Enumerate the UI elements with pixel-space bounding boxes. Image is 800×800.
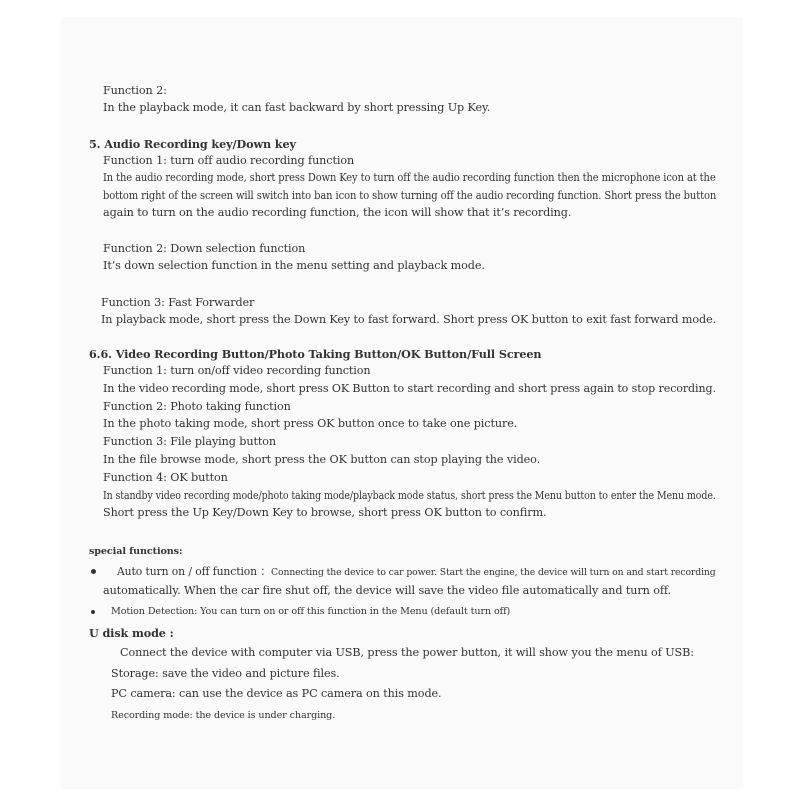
- udisk-line: Connect the device with computer via USB, press the power button, it will show you the menu of USB:: [120, 646, 694, 659]
- s4-function2-label: Function 2:: [103, 84, 167, 97]
- s6-line: In standby video recording mode/photo taking mode/playback mode status, short press the Menu button to enter the Menu mode.: [103, 489, 716, 502]
- s4-function2-text: In the playback mode, it can fast backward by short pressing Up Key.: [103, 101, 491, 114]
- s5-function1-line1: In the audio recording mode, short press Down Key to turn off the audio recording function then the microphone icon at the: [103, 171, 716, 184]
- s5-function1-line3: again to turn on the audio recording function, the icon will show that it’s recording.: [103, 206, 572, 219]
- udisk-line: Storage: save the video and picture files.: [111, 667, 340, 680]
- section5-heading: 5. Audio Recording key/Down key: [89, 137, 296, 151]
- motion-detection-line: Motion Detection: You can turn on or off this function in the Menu (default turn off): [111, 606, 511, 617]
- s5-function2-label: Function 2: Down selection function: [103, 242, 306, 255]
- s6-line: In the file browse mode, short press the OK button can stop playing the video.: [103, 453, 541, 466]
- auto-onoff-lead: Auto turn on / off function ：: [117, 565, 272, 578]
- s5-function3-text: In playback mode, short press the Down Key to fast forward. Short press OK button to exit fast forward mode.: [101, 313, 717, 326]
- s5-function1-label: Function 1: turn off audio recording function: [103, 154, 355, 167]
- special-functions-heading: special functions:: [89, 546, 183, 557]
- udisk-line: Recording mode: the device is under charging.: [111, 710, 336, 721]
- bullet-icon: [91, 610, 95, 614]
- auto-onoff-line2: automatically. When the car fire shut off, the device will save the video file automatically and turn off.: [103, 584, 671, 597]
- udisk-line: PC camera: can use the device as PC camera on this mode.: [111, 687, 442, 700]
- s5-function1-line2: bottom right of the screen will switch into ban icon to show turning off the audio recording function. Short press the button: [103, 189, 717, 202]
- s6-line: Short press the Up Key/Down Key to browse, short press OK button to confirm.: [103, 506, 547, 519]
- s6-line: In the photo taking mode, short press OK button once to take one picture.: [103, 417, 518, 430]
- bullet-icon: [91, 569, 96, 574]
- udisk-heading: U disk mode :: [89, 626, 174, 640]
- s5-function3-label: Function 3: Fast Forwarder: [101, 296, 255, 309]
- s6-line: Function 1: turn on/off video recording function: [103, 364, 371, 377]
- s5-function2-text: It’s down selection function in the menu setting and playback mode.: [103, 259, 485, 272]
- section6-heading: 6.6. Video Recording Button/Photo Taking Button/OK Button/Full Screen: [89, 347, 542, 361]
- auto-onoff-desc: Connecting the device to car power. Start the engine, the device will turn on and start recording: [271, 567, 716, 578]
- s6-line: In the video recording mode, short press OK Button to start recording and short press again to stop recording.: [103, 382, 716, 395]
- s6-line: Function 2: Photo taking function: [103, 400, 291, 413]
- auto-onoff-line1: [117, 565, 716, 580]
- s6-line: Function 3: File playing button: [103, 435, 276, 448]
- s6-line: Function 4: OK button: [103, 471, 228, 484]
